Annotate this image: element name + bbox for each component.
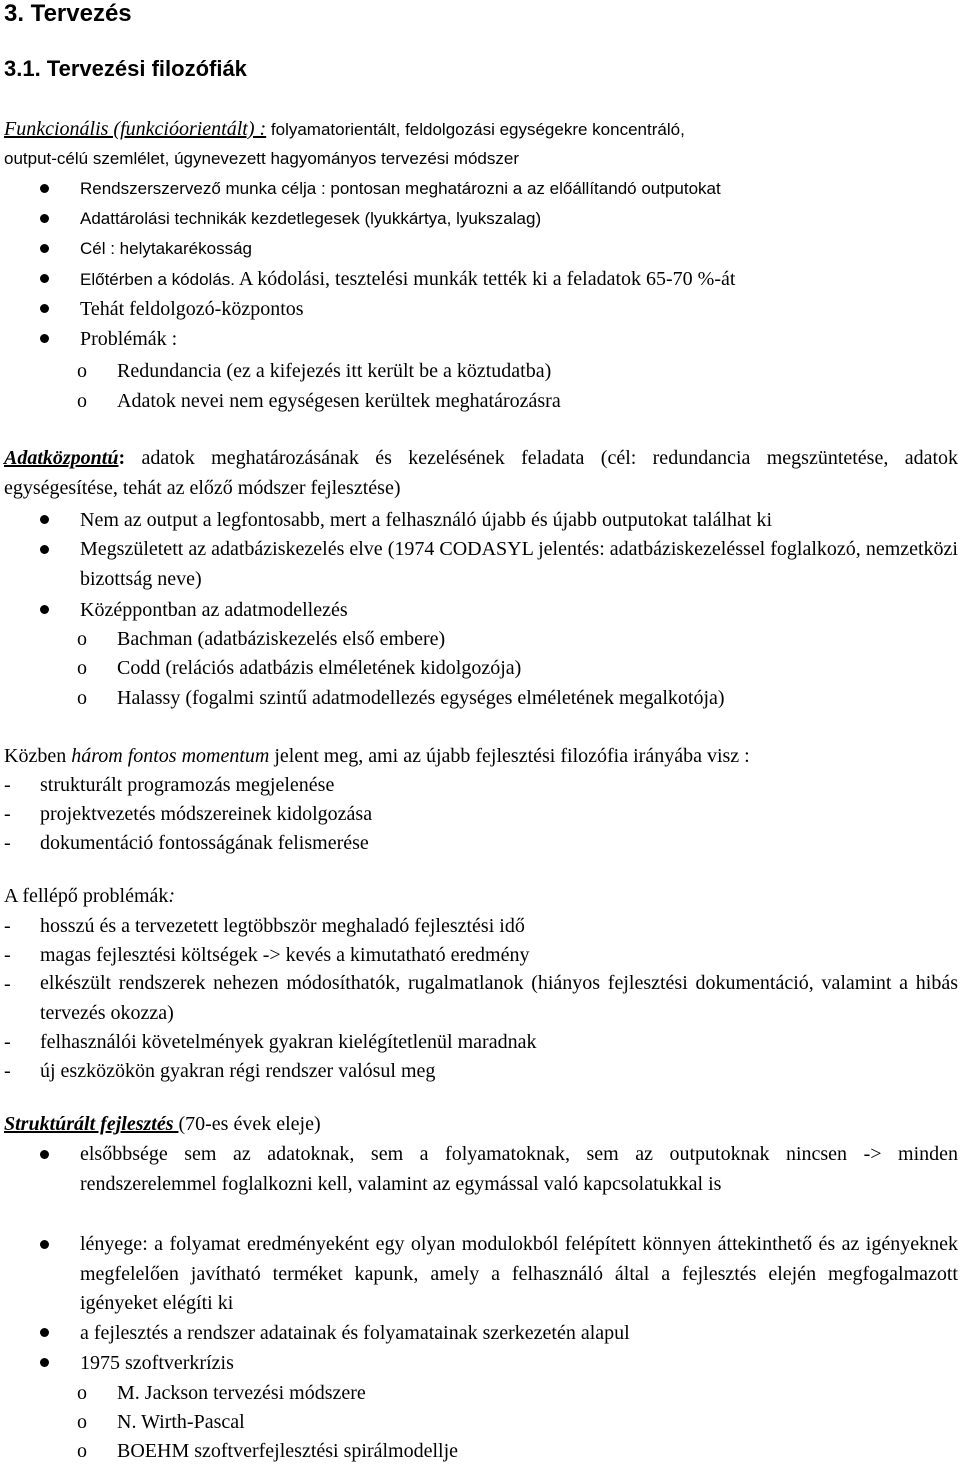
bullet-icon bbox=[40, 304, 49, 313]
problems-title-colon: : bbox=[168, 885, 176, 907]
problem-item: felhasználói követelmények gyakran kielégítetlenül maradnak bbox=[40, 1031, 537, 1053]
structured-sub-bullet: BOEHM szoftverfejlesztési spirálmodellje bbox=[117, 1440, 459, 1462]
functional-label: Funkcionális (funkcióorientált) : bbox=[4, 118, 267, 140]
sub-bullet-marker: o bbox=[77, 628, 87, 650]
bullet-icon bbox=[40, 184, 49, 193]
bullet-icon bbox=[40, 1150, 49, 1159]
bullet-icon bbox=[40, 244, 49, 253]
bullet-serif-part: A kódolási, tesztelési munkák tették ki a feladatok 65-70 %-át bbox=[235, 268, 736, 290]
dash-marker: - bbox=[4, 803, 11, 825]
bullet-icon bbox=[40, 334, 49, 343]
data-centric-colon: : bbox=[118, 447, 126, 469]
momentum-item: strukturált programozás megjelenése bbox=[40, 774, 335, 796]
dash-marker: - bbox=[4, 915, 11, 937]
bullet-icon bbox=[40, 274, 49, 283]
problems-title-text: A fellépő problémák bbox=[4, 885, 169, 907]
dash-marker: - bbox=[4, 944, 11, 966]
problem-item: új eszközökön gyakran régi rendszer valósul meg bbox=[40, 1060, 436, 1082]
bullet-icon bbox=[40, 1328, 49, 1337]
data-centric-sub-bullet: Bachman (adatbáziskezelés első embere) bbox=[117, 628, 446, 650]
structured-intro bbox=[4, 1109, 321, 1139]
problems-title bbox=[4, 881, 175, 911]
sub-bullet-marker: o bbox=[77, 1411, 87, 1433]
dash-marker: - bbox=[4, 973, 11, 995]
data-centric-label: Adatközpontú bbox=[4, 447, 119, 469]
bullet-sans-part: Előtérben a kódolás. bbox=[80, 270, 235, 289]
bullet-icon bbox=[40, 515, 49, 524]
data-centric-bullet: Megszületett az adatbáziskezelés elve (1974 CODASYL jelentés: adatbáziskezeléssel foglalkozó, nemzetközi bizottság neve) bbox=[80, 538, 958, 590]
momentum-item: dokumentáció fontosságának felismerése bbox=[40, 832, 369, 854]
functional-bullet: Cél : helytakarékosság bbox=[80, 239, 252, 258]
sub-bullet-marker: o bbox=[77, 1440, 87, 1462]
momentum-intro bbox=[4, 741, 750, 771]
bullet-icon bbox=[40, 605, 49, 614]
momentum-item: projektvezetés módszereinek kidolgozása bbox=[40, 803, 373, 825]
structured-bullet: lényege: a folyamat eredményeként egy olyan modulokból felépített könnyen áttekinthető és az igényeknek megfelelően javítható terméket kapunk, amely a felhasználó által a fejlesztés elején megfogalmazott igényeket elégíti ki bbox=[80, 1233, 958, 1314]
dash-marker: - bbox=[4, 1060, 11, 1082]
momentum-italic: három fontos momentum bbox=[71, 745, 270, 767]
bullet-icon bbox=[40, 545, 49, 554]
data-centric-bullet: Nem az output a legfontosabb, mert a felhasználó újabb és újabb outputokat találhat ki bbox=[80, 509, 773, 531]
subsection-heading: 3.1. Tervezési filozófiák bbox=[4, 56, 247, 81]
structured-bullet: 1975 szoftverkrízis bbox=[80, 1352, 234, 1374]
data-centric-sub-bullet: Codd (relációs adatbázis elméletének kidolgozója) bbox=[117, 657, 522, 679]
functional-bullet bbox=[80, 264, 735, 296]
problem-item: hosszú és a tervezetett legtöbbször meghaladó fejlesztési idő bbox=[40, 915, 525, 937]
bullet-icon bbox=[40, 214, 49, 223]
structured-sub-bullet: M. Jackson tervezési módszere bbox=[117, 1382, 366, 1404]
sub-bullet-marker: o bbox=[77, 657, 87, 679]
functional-intro bbox=[4, 114, 685, 145]
sub-bullet-marker: o bbox=[77, 1382, 87, 1404]
functional-bullet: Problémák : bbox=[80, 328, 178, 350]
structured-suffix: (70-es évek eleje) bbox=[178, 1113, 321, 1135]
bullet-icon bbox=[40, 1240, 49, 1249]
functional-bullet: Tehát feldolgozó-központos bbox=[80, 298, 304, 320]
problem-item: elkészült rendszerek nehezen módosíthatók, rugalmatlanok (hiányos fejlesztési dokumentáció, valamint a hibás tervezés okozza) bbox=[40, 972, 958, 1024]
section-heading: 3. Tervezés bbox=[4, 0, 132, 27]
momentum-pre: Közben bbox=[4, 745, 72, 767]
momentum-post: jelent meg, ami az újabb fejlesztési filozófia irányába visz : bbox=[269, 745, 750, 767]
dash-marker: - bbox=[4, 832, 11, 854]
structured-bullet: a fejlesztés a rendszer adatainak és folyamatainak szerkezetén alapul bbox=[80, 1322, 630, 1344]
structured-bullet: elsőbbsége sem az adatoknak, sem a folyamatoknak, sem az outputoknak nincsen -> minden rendszerelemmel foglalkozni kell, valamint az egymással való kapcsolatukkal is bbox=[80, 1143, 958, 1195]
functional-sub-bullet: Redundancia (ez a kifejezés itt került be a köztudatba) bbox=[117, 360, 552, 382]
structured-sub-bullet: N. Wirth-Pascal bbox=[117, 1411, 245, 1433]
functional-intro-line2: output-célú szemlélet, úgynevezett hagyományos tervezési módszer bbox=[4, 149, 519, 168]
data-centric-intro bbox=[4, 444, 958, 503]
data-centric-bullet: Középpontban az adatmodellezés bbox=[80, 599, 348, 621]
functional-bullet: Rendszerszervező munka célja : pontosan meghatározni a az előállítandó outputokat bbox=[80, 179, 721, 198]
problem-item: magas fejlesztési költségek -> kevés a kimutatható eredmény bbox=[40, 944, 530, 966]
dash-marker: - bbox=[4, 774, 11, 796]
sub-bullet-marker: o bbox=[77, 390, 87, 412]
functional-intro-text: folyamatorientált, feldolgozási egységekre koncentráló, bbox=[266, 120, 685, 139]
bullet-icon bbox=[40, 1358, 49, 1367]
functional-bullet: Adattárolási technikák kezdetlegesek (lyukkártya, lyukszalag) bbox=[80, 209, 542, 228]
data-centric-sub-bullet: Halassy (fogalmi szintű adatmodellezés egységes elméletének megalkotója) bbox=[117, 687, 725, 709]
data-centric-intro-text: adatok meghatározásának és kezelésének feladata (cél: redundancia megszüntetése, adatok egységesítése, tehát az előző módszer fejlesztése) bbox=[4, 447, 958, 499]
structured-label: Struktúrált fejlesztés bbox=[4, 1113, 174, 1135]
sub-bullet-marker: o bbox=[77, 360, 87, 382]
functional-sub-bullet: Adatok nevei nem egységesen kerültek meghatározásra bbox=[117, 390, 561, 412]
dash-marker: - bbox=[4, 1031, 11, 1053]
sub-bullet-marker: o bbox=[77, 687, 87, 709]
